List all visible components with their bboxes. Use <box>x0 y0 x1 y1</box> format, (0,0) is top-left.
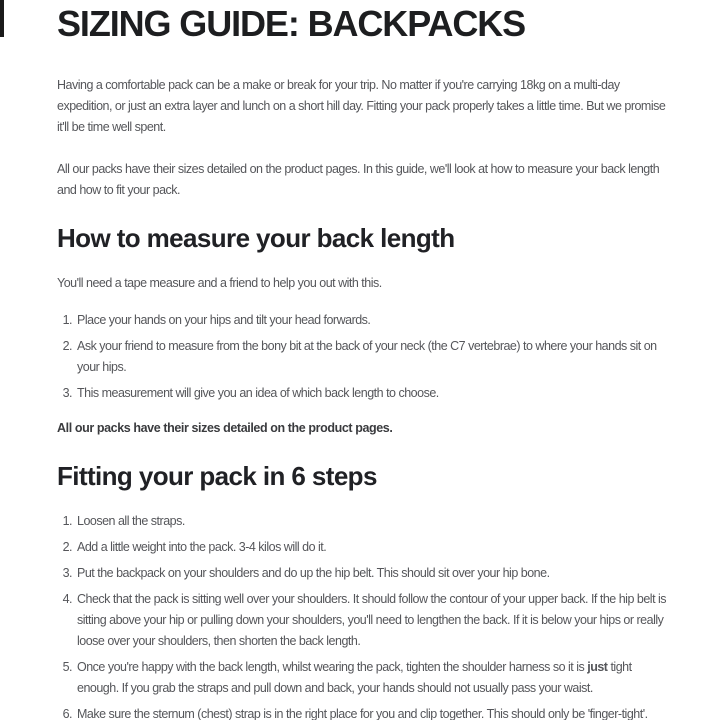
measure-step-1: 1. Place your hands on your hips and tilt your head forwards. <box>75 310 675 331</box>
product-pages-note: All our packs have their sizes detailed on the product pages. <box>57 421 393 435</box>
fitting-step-6: 6. Make sure the sternum (chest) strap is in the right place for you and clip together. This should only be 'finger-tight'. <box>75 704 675 720</box>
fitting-steps-list <box>57 511 675 720</box>
fitting-step-2: 2. Add a little weight into the pack. 3-4 kilos will do it. <box>75 537 675 558</box>
measure-step-3: 3. This measurement will give you an idea of which back length to choose. <box>75 383 675 404</box>
fitting-step-5-post: tight enough. If you grab the straps and pull down and back, your hands should not usually pass your waist. <box>77 660 632 695</box>
emphasis-just: just <box>587 660 608 674</box>
fitting-step-4: 4. Check that the pack is sitting well over your shoulders. It should follow the contour of your upper back. If the hip belt is sitting above your hip or pulling down your shoulders, you'll need to lengthen the back. If it is below your hips or really loose over your shoulders, then shorten the back length. <box>75 589 675 652</box>
fitting-step-5 <box>75 657 675 699</box>
fitting-step-3: 3. Put the backpack on your shoulders and do up the hip belt. This should sit over your hip bone. <box>75 563 675 584</box>
intro-paragraph-2: All our packs have their sizes detailed on the product pages. In this guide, we'll look at how to measure your back length and how to fit your pack. <box>57 162 660 197</box>
intro-paragraph-1: Having a comfortable pack can be a make or break for your trip. No matter if you're carrying 18kg on a multi-day expedition, or just an extra layer and lunch on a short hill day. Fitting your pack properly takes a little time. But we promise it'll be time well spent. <box>57 78 666 134</box>
page-corner-mark <box>0 0 4 37</box>
page-title: SIZING GUIDE: BACKPACKS <box>57 3 526 44</box>
fitting-step-5-pre: Once you're happy with the back length, whilst wearing the pack, tighten the shoulder harness so it is <box>77 660 588 674</box>
fitting-step-1: 1. Loosen all the straps. <box>75 511 675 532</box>
fitting-section-heading: Fitting your pack in 6 steps <box>57 461 377 491</box>
measure-steps-list <box>57 310 675 404</box>
measure-section-heading: How to measure your back length <box>57 223 455 253</box>
measure-step-2: 2. Ask your friend to measure from the bony bit at the back of your neck (the C7 vertebrae) to where your hands sit on your hips. <box>75 336 675 378</box>
measure-lead-paragraph: You'll need a tape measure and a friend to help you out with this. <box>57 276 382 290</box>
article-content <box>57 2 675 720</box>
